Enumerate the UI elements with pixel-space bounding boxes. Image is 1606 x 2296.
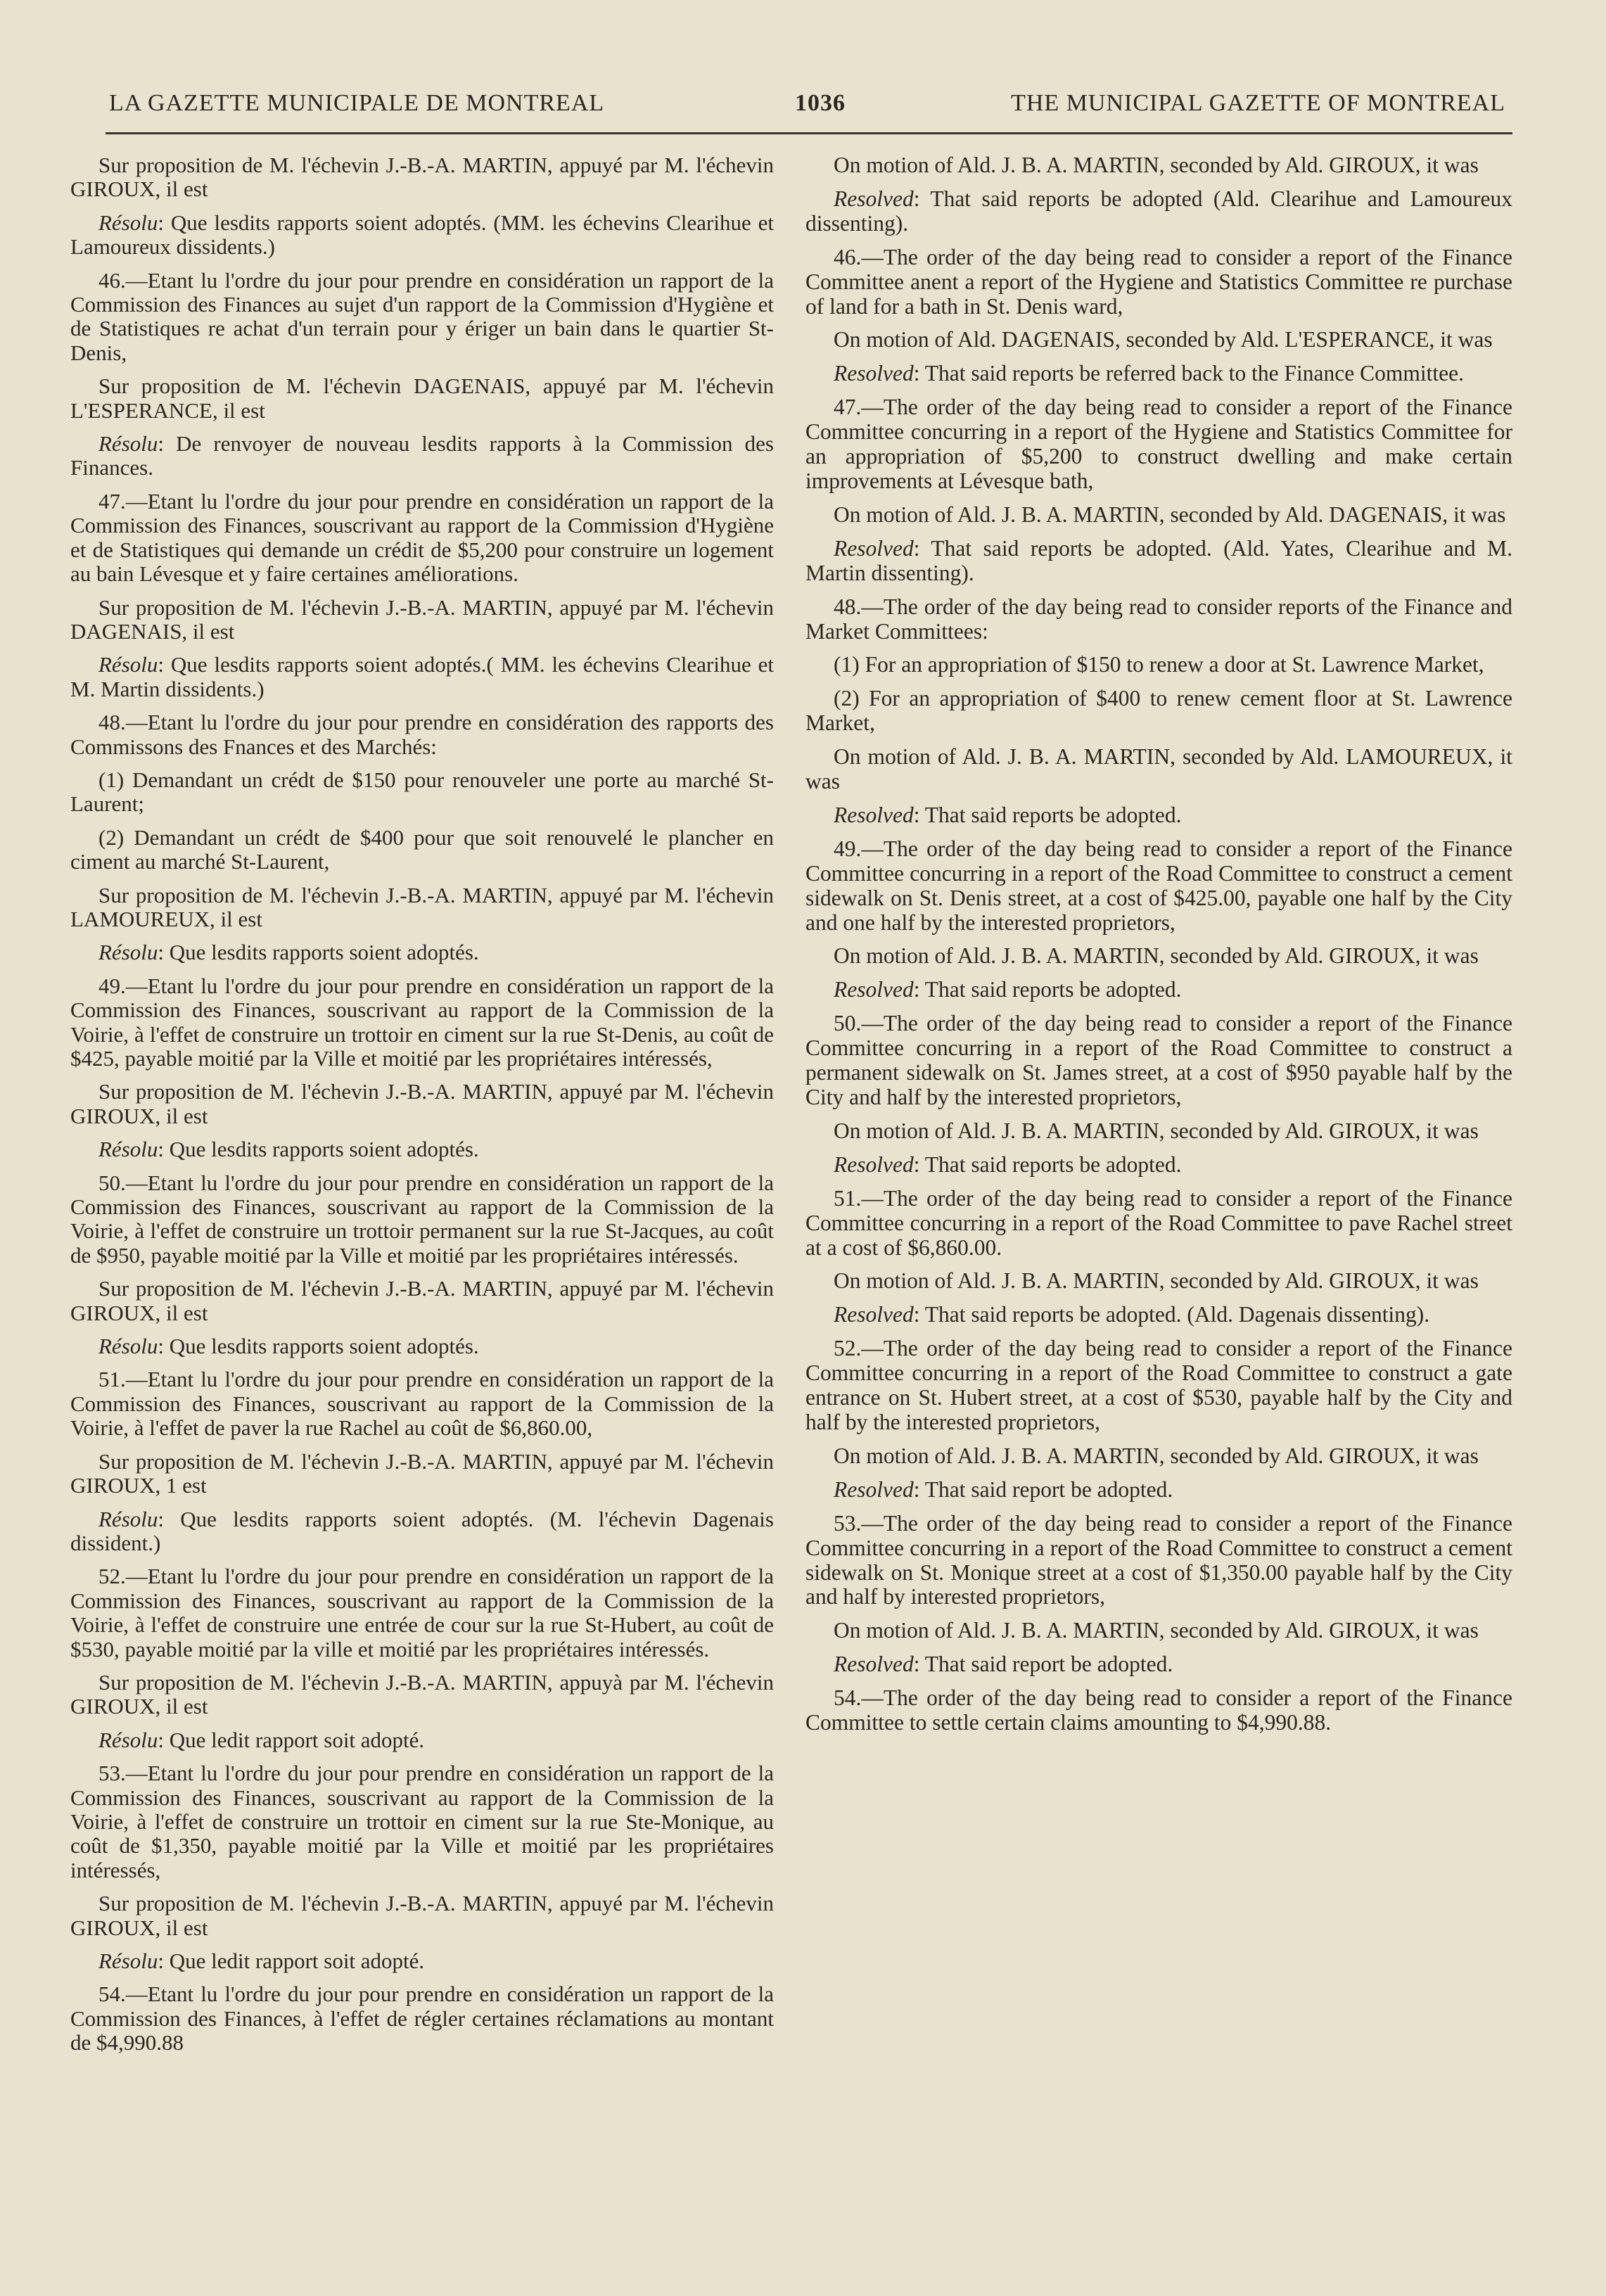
english-paragraph [805,803,1512,828]
paragraph-text: On motion of Ald. J. B. A. MARTIN, seconded by Ald. GIROUX, it was [834,1618,1479,1643]
english-paragraph [805,653,1512,677]
paragraph-text: : Que lesdits rapports soient adoptés.( MM. les échevins Clearihue et M. Martin dissidents.) [70,652,774,701]
paragraph-text: 51.—The order of the day being read to consider a report of the Finance Committee concurring in a report of the Road Committee to pave Rachel street at a cost of $6,860.00. [805,1185,1512,1260]
paragraph-text: Sur proposition de M. l'échevin J.-B.-A. MARTIN, appuyé par M. l'échevin GIROUX, il est [70,153,774,202]
english-paragraph [805,1652,1512,1677]
resolution-label: Résolu [98,210,158,235]
paragraph-text: 51.—Etant lu l'ordre du jour pour prendre en considération un rapport de la Commission des Finances, souscrivant au rapport de la Commission de la Voirie, à l'effet de paver la rue Rachel au coût de $6,860.00, [70,1367,774,1441]
paragraph-text: On motion of Ald. J. B. A. MARTIN, seconded by Ald. DAGENAIS, it was [834,502,1506,527]
resolution-label: Resolved [834,1302,914,1327]
running-header [109,90,1505,125]
english-paragraph [805,153,1512,178]
header-french-title: LA GAZETTE MUNICIPALE DE MONTREAL [109,90,605,116]
resolution-label: Résolu [98,1949,158,1973]
english-paragraph [805,1444,1512,1469]
french-paragraph [70,1564,774,1662]
french-paragraph [70,710,774,759]
french-paragraph [70,940,774,964]
paragraph-text: 49.—The order of the day being read to consider a report of the Finance Committee concurring in a report of the Road Committee to construct a cement sidewalk on St. Denis street, at a cost of $425.00, payable one half by the City and one half by the interested proprietors, [805,836,1512,935]
paragraph-text: : That said report be adopted. [913,1652,1173,1677]
paragraph-text: Sur proposition de M. l'échevin J.-B.-A. MARTIN, appuyé par M. l'échevin DAGENAIS, il est [70,594,774,644]
paragraph-text: On motion of Ald. J. B. A. MARTIN, seconded by Ald. GIROUX, it was [834,943,1479,969]
french-paragraph [70,490,774,587]
paragraph-text: : Que ledit rapport soit adopté. [158,1727,425,1752]
english-paragraph [805,395,1512,494]
english-paragraph [805,1187,1512,1261]
paragraph-text: Sur proposition de M. l'échevin J.-B.-A. MARTIN, appuyé par M. l'échevin GIROUX, il est [70,1079,774,1128]
paragraph-text: 53.—The order of the day being read to consider a report of the Finance Committee concurring in a report of the Road Committee to construct a cement sidewalk on St. Monique street at a cost of $1,350.00 payable half by the City and half by interested proprietors, [805,1510,1512,1609]
english-paragraph [805,944,1512,969]
resolution-label: Resolved [834,361,914,386]
paragraph-text: 52.—The order of the day being read to consider a report of the Finance Committee concurring in a report of the Road Committee to construct a gate entrance on St. Hubert street, at a cost of $530, payable half by the City and half by the interested proprietors, [805,1336,1512,1434]
french-paragraph [70,1949,774,1973]
paragraph-text: 47.—The order of the day being read to consider a report of the Finance Committee concurring in a report of the Hygiene and Statistics Committee for an appropriation of $5,200 to construct dwelling and make certain improvements at Lévesque bath, [805,395,1512,493]
paragraph-text: : That said reports be referred back to the Finance Committee. [913,361,1464,386]
french-paragraph [70,1334,774,1358]
paragraph-text: 52.—Etant lu l'ordre du jour pour prendre en considération un rapport de la Commission des Finances, souscrivant au rapport de la Commission de la Voirie, à l'effet de construire une entrée de cour sur la rue St-Hubert, au coût de $530, payable moitié par la ville et moitié par les propriétaires intéressés. [70,1564,774,1662]
paragraph-text: Sur proposition de M. l'échevin J.-B.-A. MARTIN, appuyé par M. l'échevin LAMOUREUX, il est [70,882,774,931]
paragraph-text: On motion of Ald. J. B. A. MARTIN, seconded by Ald. GIROUX, it was [834,1268,1479,1294]
english-paragraph [805,595,1512,644]
resolution-label: Resolved [834,1652,914,1677]
paragraph-text: : Que lesdits rapports soient adoptés. (M. l'échevin Dagenais dissident.) [70,1506,774,1555]
french-paragraph [70,153,774,202]
paragraph-text: : De renvoyer de nouveau lesdits rapports à la Commission des Finances. [70,431,774,480]
french-paragraph [70,1171,774,1268]
english-paragraph [805,1619,1512,1643]
french-paragraph [70,1367,774,1440]
english-paragraph [805,1012,1512,1110]
french-paragraph [70,1450,774,1498]
paragraph-text: 54.—The order of the day being read to consider a report of the Finance Committee to settle certain claims amounting to $4,990.88. [805,1685,1512,1735]
paragraph-text: On motion of Ald. J. B. A. MARTIN, seconded by Ald. GIROUX, it was [834,1118,1479,1143]
paragraph-text: : Que lesdits rapports soient adoptés. [158,940,479,965]
french-paragraph [70,596,774,644]
resolution-label: Résolu [98,1727,158,1752]
english-paragraph [805,745,1512,794]
page-number: 1036 [795,90,846,116]
paragraph-text: Sur proposition de M. l'échevin J.-B.-A. MARTIN, appuyé par M. l'échevin GIROUX, il est [70,1276,774,1325]
paragraph-text: (2) For an appropriation of $400 to renew cement floor at St. Lawrence Market, [805,686,1512,736]
french-paragraph [70,653,774,701]
french-paragraph [70,974,774,1071]
paragraph-text: (1) For an appropriation of $150 to renew a door at St. Lawrence Market, [834,652,1484,677]
english-paragraph [805,837,1512,936]
english-paragraph [805,1686,1512,1735]
paragraph-text: 47.—Etant lu l'ordre du jour pour prendre en considération un rapport de la Commission des Finances, souscrivant au rapport de la Commission d'Hygiène et de Statistiques qui demande un crédit de $5,200 pour construire un logement au bain Lévesque et y faire certaines améliorations. [70,488,774,587]
french-column [70,153,774,2065]
paragraph-text: : Que lesdits rapports soient adoptés. [158,1137,479,1162]
paragraph-text: 49.—Etant lu l'ordre du jour pour prendre en considération un rapport de la Commission des Finances, souscrivant au rapport de la Commission de la Voirie, à l'effet de construire un trottoir en ciment sur la rue St-Denis, au coût de $425, payable moitié par la Ville et moitié par les propriétaires intéressés, [70,973,774,1071]
english-paragraph [805,1512,1512,1610]
header-english-title: THE MUNICIPAL GAZETTE OF MONTREAL [1011,90,1505,116]
english-paragraph [805,1119,1512,1144]
french-paragraph [70,1137,774,1161]
english-paragraph [805,328,1512,352]
paragraph-text: On motion of Ald. J. B. A. MARTIN, seconded by Ald. GIROUX, it was [834,153,1479,177]
english-column [805,153,1512,1745]
english-paragraph [805,245,1512,319]
resolution-label: Resolved [834,186,914,211]
paragraph-text: (1) Demandant un crédt de $150 pour renouveler une porte au marché St-Laurent; [70,767,774,817]
paragraph-text: Sur proposition de M. l'échevin J.-B.-A. MARTIN, appuyà par M. l'échevin GIROUX, il est [70,1669,774,1719]
french-paragraph [70,1728,774,1752]
paragraph-text: : Que ledit rapport soit adopté. [158,1949,425,1973]
resolution-label: Résolu [98,652,158,677]
french-paragraph [70,826,774,874]
resolution-label: Résolu [98,940,158,965]
paragraph-text: : That said reports be adopted. [913,977,1182,1002]
header-rule [106,132,1512,134]
paragraph-text: 54.—Etant lu l'ordre du jour pour prendre en considération un rapport de la Commission des Finances, à l'effet de régler certaines réclamations au montant de $4,990.88 [70,1982,774,2055]
french-paragraph [70,768,774,817]
english-paragraph [805,362,1512,386]
english-paragraph [805,1269,1512,1294]
paragraph-text: On motion of Ald. J. B. A. MARTIN, seconded by Ald. GIROUX, it was [834,1443,1479,1468]
english-paragraph [805,978,1512,1002]
english-paragraph [805,537,1512,586]
resolution-label: Resolved [834,535,914,561]
french-paragraph [70,1982,774,2055]
paragraph-text: 50.—The order of the day being read to consider a report of the Finance Committee concurring in a report of the Road Committee to construct a permanent sidewalk on St. James street, at a cost of $950 payable half by the City and half by the interested proprietors, [805,1011,1512,1109]
paragraph-text: 46.—The order of the day being read to consider a report of the Finance Committee anent a report of the Hygiene and Statistics Committee re purchase of land for a bath in St. Denis ward, [805,244,1512,319]
french-paragraph [70,432,774,480]
paragraph-text: : That said reports be adopted. [913,1152,1182,1177]
english-paragraph [805,1303,1512,1327]
paragraph-text: : That said reports be adopted (Ald. Clearihue and Lamoureux dissenting). [805,186,1512,236]
french-paragraph [70,1080,774,1128]
french-paragraph [70,1761,774,1882]
english-paragraph [805,1478,1512,1503]
paragraph-text: On motion of Ald. J. B. A. MARTIN, seconded by Ald. LAMOUREUX, it was [805,744,1512,794]
english-paragraph [805,187,1512,236]
french-paragraph [70,374,774,423]
english-paragraph [805,503,1512,528]
english-paragraph [805,1153,1512,1178]
french-paragraph [70,211,774,260]
french-paragraph [70,1892,774,1940]
paragraph-text: : Que lesdits rapports soient adoptés. (MM. les échevins Clearihue et Lamoureux dissidents.) [70,210,774,260]
resolution-label: Resolved [834,977,914,1002]
paragraph-text: : That said reports be adopted. [913,802,1182,827]
paragraph-text: 48.—Etant lu l'ordre du jour pour prendre en considération des rapports des Commissons des Fnances et des Marchés: [70,710,774,759]
paragraph-text: Sur proposition de M. l'échevin J.-B.-A. MARTIN, appuyé par M. l'échevin GIROUX, il est [70,1891,774,1940]
paragraph-text: : That said reports be adopted. (Ald. Yates, Clearihue and M. Martin dissenting). [805,535,1512,585]
french-paragraph [70,884,774,932]
french-paragraph [70,1507,774,1556]
paragraph-text: Sur proposition de M. l'échevin J.-B.-A. MARTIN, appuyé par M. l'échevin GIROUX, 1 est [70,1448,774,1498]
paragraph-text: Sur proposition de M. l'échevin DAGENAIS, appuyé par M. l'échevin L'ESPERANCE, il est [70,374,774,423]
paragraph-text: : That said report be adopted. [913,1477,1173,1502]
paragraph-text: 53.—Etant lu l'ordre du jour pour prendre en considération un rapport de la Commission des Finances, souscrivant au rapport de la Commission de la Voirie, à l'effet de construire un trottoir en ciment sur la rue Ste-Monique, au coût de $1,350, payable moitié par la Ville et moitié par les propriétaires intéressés, [70,1761,774,1882]
english-paragraph [805,687,1512,736]
paragraph-text: : That said reports be adopted. (Ald. Dagenais dissenting). [913,1302,1430,1327]
resolution-label: Resolved [834,1152,914,1177]
paragraph-text: 48.—The order of the day being read to consider reports of the Finance and Market Committees: [805,594,1512,644]
resolution-label: Résolu [98,1334,158,1359]
resolution-label: Résolu [98,431,158,457]
paragraph-text: 50.—Etant lu l'ordre du jour pour prendre en considération un rapport de la Commission des Finances, souscrivant au rapport de la Commission de la Voirie, à l'effet de construire un trottoir permanent sur la rue St-Jacques, au coût de $950, payable moitié par la Ville et moitié par les propriétaires intéressés. [70,1170,774,1268]
resolution-label: Resolved [834,802,914,827]
paragraph-text: 46.—Etant lu l'ordre du jour pour prendre en considération un rapport de la Commission des Finances au sujet d'un rapport de la Commission d'Hygiène et de Statistiques re achat d'un terrain pour y ériger un bain dans le quartier St-Denis, [70,267,774,365]
english-paragraph [805,1337,1512,1435]
resolution-label: Resolved [834,1477,914,1502]
resolution-label: Résolu [98,1137,158,1162]
french-paragraph [70,1671,774,1719]
french-paragraph [70,1277,774,1325]
paragraph-text: (2) Demandant un crédt de $400 pour que soit renouvelé le plancher en ciment au marché St-Laurent, [70,824,774,874]
paragraph-text: On motion of Ald. DAGENAIS, seconded by Ald. L'ESPERANCE, it was [834,327,1493,352]
paragraph-text: : Que lesdits rapports soient adoptés. [158,1334,479,1359]
resolution-label: Résolu [98,1506,158,1531]
french-paragraph [70,269,774,366]
